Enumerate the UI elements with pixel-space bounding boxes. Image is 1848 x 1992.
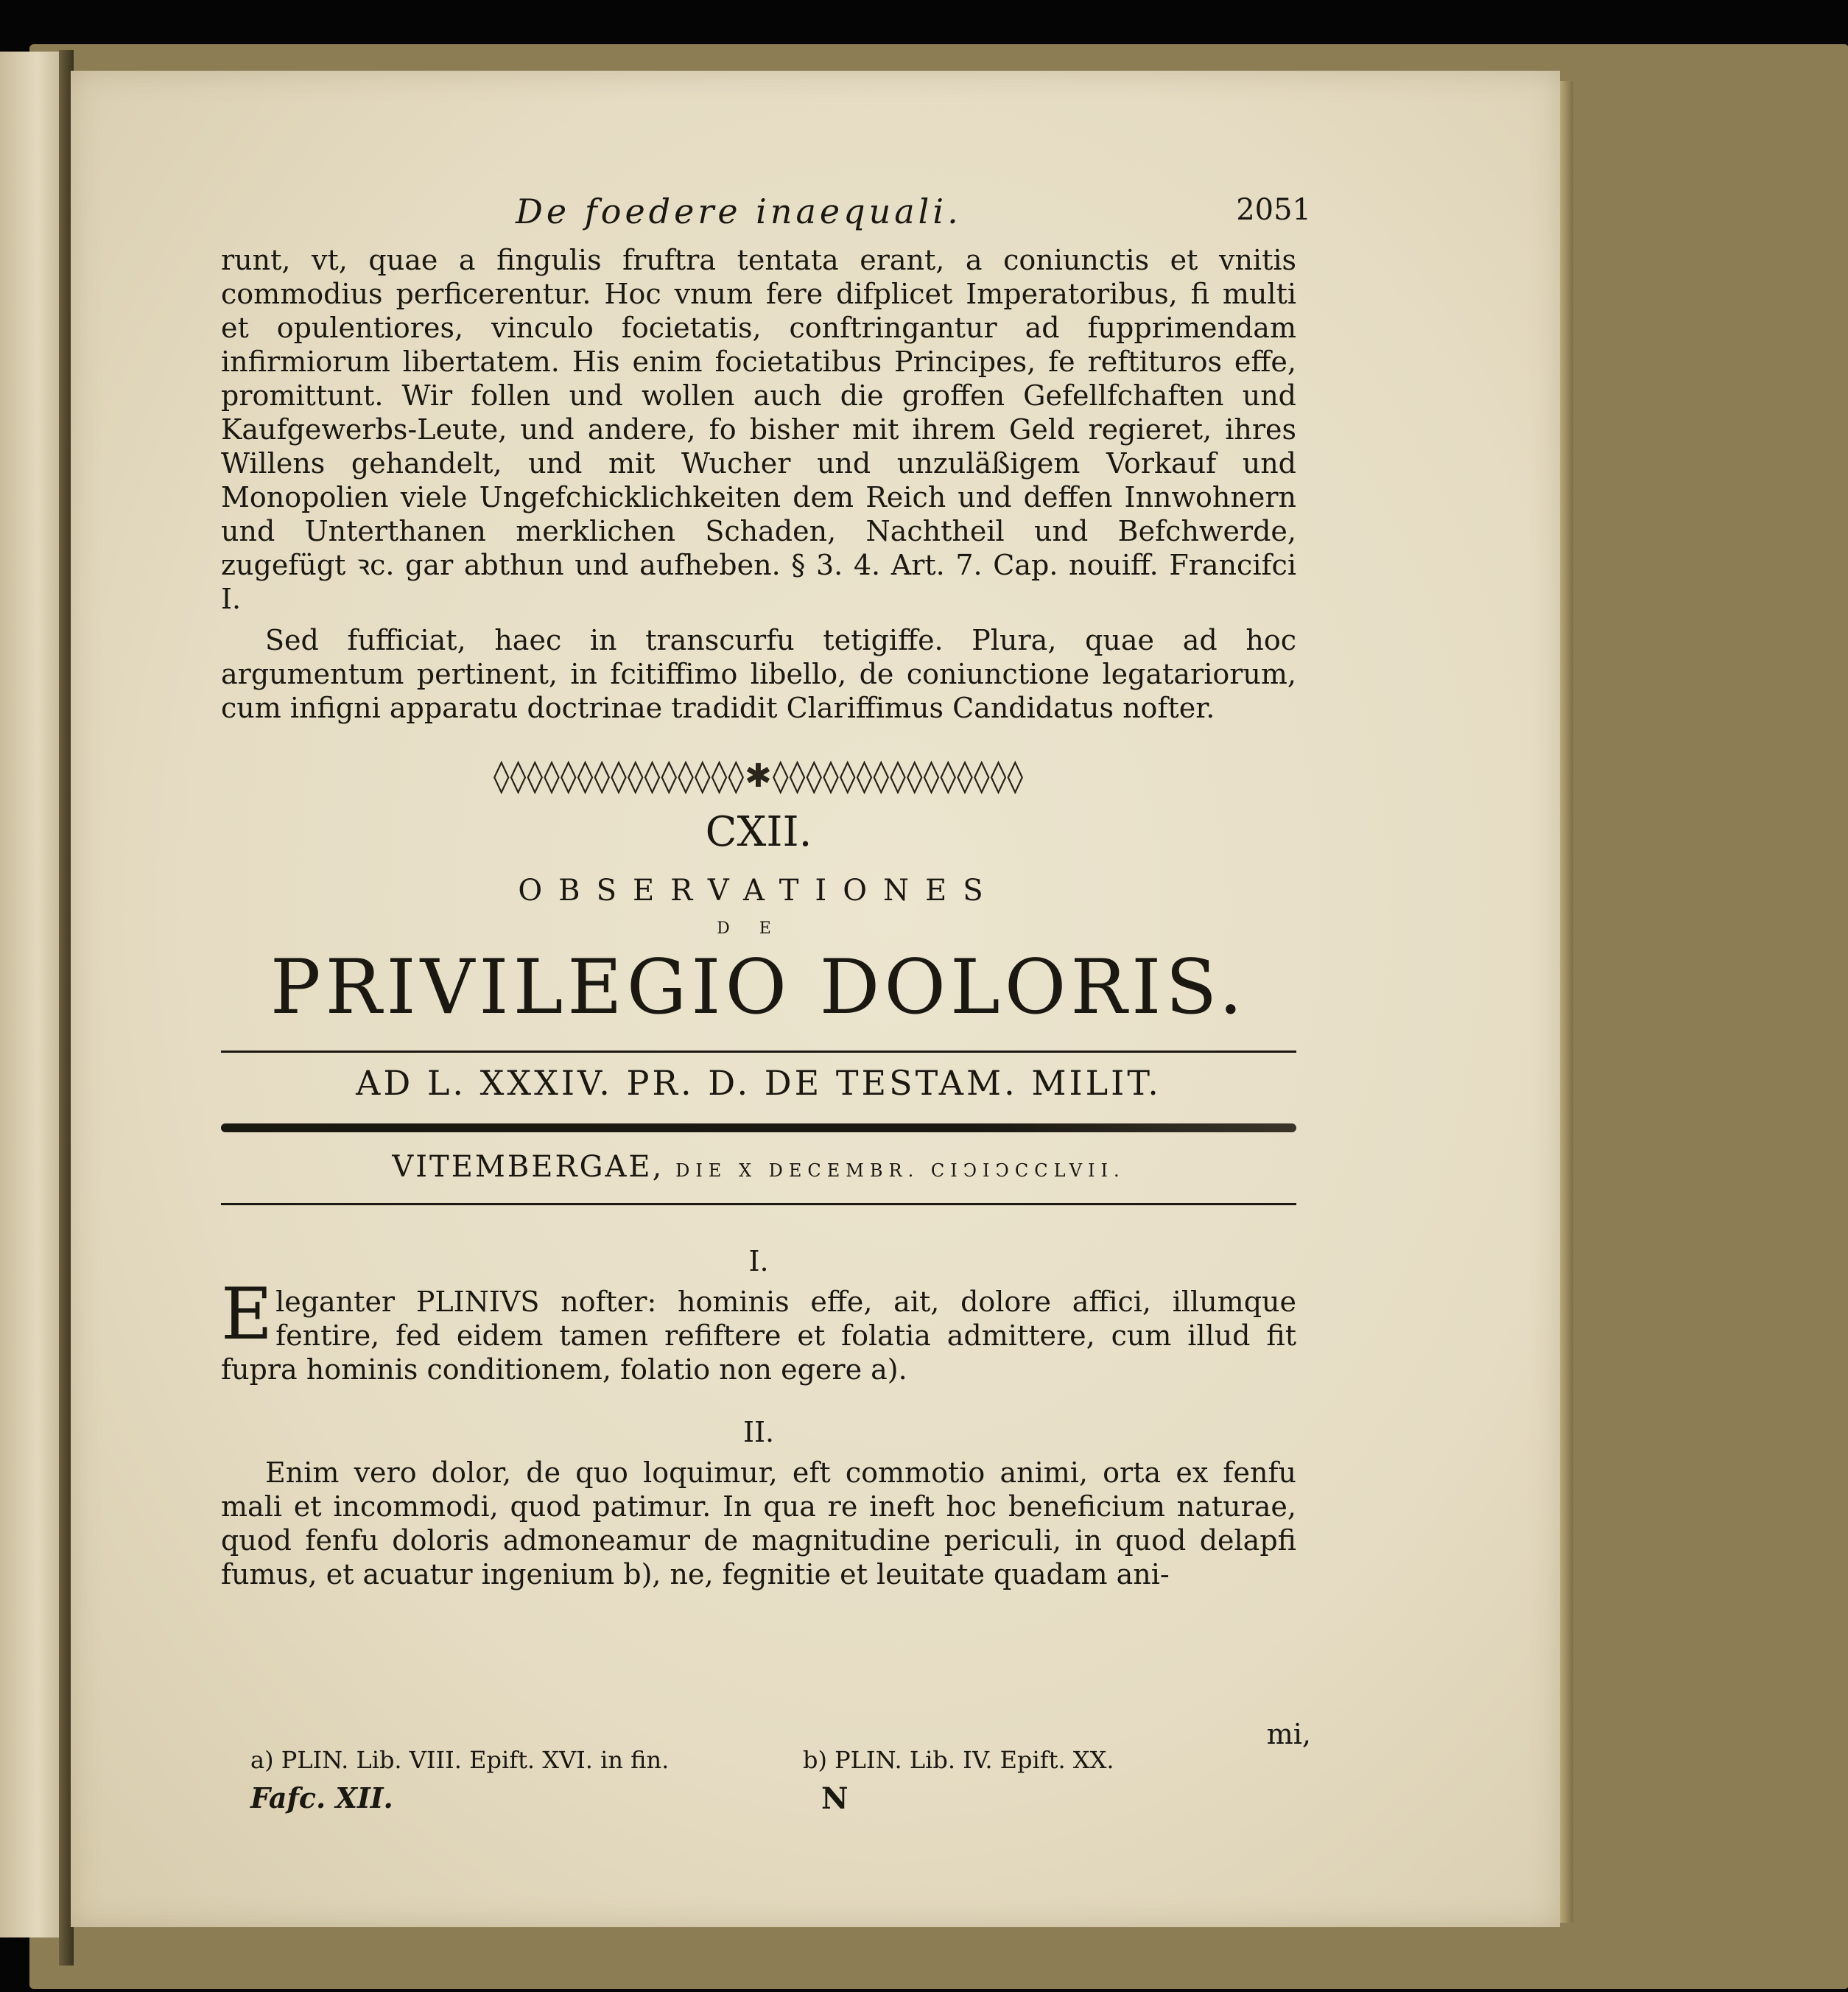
page-content — [221, 192, 1311, 1816]
signature-letter: N — [821, 1781, 849, 1816]
title-observationes: OBSERVATIONES — [518, 874, 999, 908]
title-rule-bottom — [221, 1203, 1296, 1205]
title-rule-top — [221, 1051, 1296, 1053]
page-number: 2051 — [1236, 193, 1311, 227]
date-text: DIE X DECEMBR. CIↃIↃCCLVII. — [675, 1160, 1125, 1181]
section-number-I: I. — [748, 1245, 769, 1277]
chapter-number: CXII. — [705, 808, 812, 856]
place-date-line — [221, 1150, 1296, 1184]
page-header — [221, 192, 1311, 243]
catchword: mi, — [1266, 1718, 1311, 1750]
facing-page-edge — [0, 52, 68, 1937]
section-I-text — [221, 1273, 1296, 1386]
footnote-b: b) PLIN. Lib. IV. Epift. XX. — [803, 1746, 1114, 1774]
fascicle-signature: Fafc. XII. — [250, 1781, 393, 1814]
title-subtitle: AD L. XXXIV. PR. D. DE TESTAM. MILIT. — [356, 1063, 1162, 1103]
section-number-II: II. — [742, 1416, 775, 1448]
running-title: De foedere inaequali. — [516, 192, 962, 231]
section-II-text — [221, 1456, 1296, 1591]
footnote-a: a) PLIN. Lib. VIII. Epift. XVI. in fin. — [250, 1746, 670, 1774]
ornamental-border: ◊◊◊◊◊◊◊◊◊◊◊◊◊◊◊✱◊◊◊◊◊◊◊◊◊◊◊◊◊◊◊ — [493, 757, 1025, 795]
section-II-body: Enim vero dolor, de quo loquimur, eft commotio animi, orta ex fenfu mali et incommodi, quod patimur. In qua re ineft hoc beneficium naturae, quod fenfu doloris admoneamur de magnitudine periculi, in quod delapfi fumus, et acuatur ingenium b), ne, fegnitie et leuitate quadam ani- — [221, 1456, 1296, 1591]
paragraph-continuation: runt, vt, quae a fingulis fruftra tentata erant, a coniunctis et vnitis commodius perficerentur. Hoc vnum fere difplicet Imperatoribus, fi multi et opulentiores, vinculo focietatis, conftringantur ad fupprimendam infirmiorum libertatem. His enim focietatibus Principes, fe reftituros effe, promittunt. Wir follen und wollen auch die groffen Gefellfchaften und Kaufgewerbs-Leute, und andere, fo bisher mit ihrem Geld regieret, ihres Willens gehandelt, und mit Wucher und unzuläßigem Vorkauf und Monopolien viele Ungefchicklichkeiten dem Reich und deffen Innwohnern und Unterthanen merklichen Schaden, Nachtheil und Befchwerde, zugefügt ꝛc. gar abthun und aufheben. § 3. 4. Art. 7. Cap. nouiff. Francifci I. — [221, 244, 1296, 615]
title-de: DE — [717, 919, 801, 938]
page-stack-edge — [1560, 81, 1573, 1923]
place-name: VITEMBERGAE, — [392, 1150, 664, 1184]
paragraph-sed-sufficiat: Sed fufficiat, haec in transcurfu tetigiffe. Plura, quae ad hoc argumentum pertinent, in fcitiffimo libello, de coniunctione legatariorum, cum infigni apparatu doctrinae tradidit Clariffimus Candidatus nofter. — [221, 624, 1296, 724]
section-I-body: leganter PLINIVS nofter: hominis effe, ait, dolore affici, illumque fentire, fed eidem tamen refiftere et folatia admittere, cum illud fit fupra hominis conditionem, folatio non egere a). — [221, 1286, 1296, 1386]
drop-cap: E — [221, 1273, 273, 1356]
title-main: PRIVILEGIO DOLORIS. — [270, 944, 1248, 1031]
body-text-top — [221, 243, 1296, 725]
title-rule-thick — [221, 1123, 1296, 1132]
